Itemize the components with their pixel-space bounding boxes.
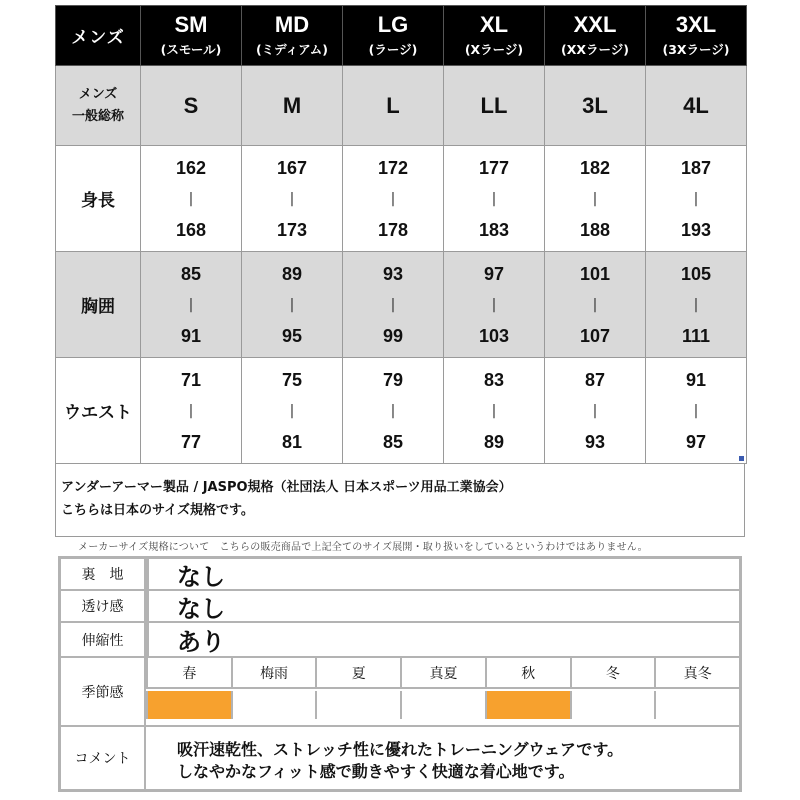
chest-label: 胸囲 <box>56 252 141 358</box>
season-name-autumn: 秋 <box>485 658 570 689</box>
season-name-winter: 冬 <box>570 658 655 689</box>
general-size-cell: S <box>141 66 242 146</box>
height-cell: 177 | 183 <box>444 146 545 252</box>
chest-cell: 97 | 103 <box>444 252 545 358</box>
waist-cell: 91 | 97 <box>646 358 747 464</box>
note-line-japan: こちらは日本のサイズ規格です。 <box>61 503 254 518</box>
height-cell: 182 | 188 <box>545 146 646 252</box>
waist-cell: 71 | 77 <box>141 358 242 464</box>
corner-label: メンズ <box>56 6 141 66</box>
height-cell: 187 | 193 <box>646 146 747 252</box>
general-size-row <box>56 66 747 146</box>
waist-cell: 75 | 81 <box>242 358 343 464</box>
general-size-cell: L <box>343 66 444 146</box>
stretch-label: 伸縮性 <box>61 623 146 656</box>
chest-cell: 101 | 107 <box>545 252 646 358</box>
season-row <box>61 658 739 727</box>
height-row <box>56 146 747 252</box>
size-header-3xl: 3XL (3Xラージ) <box>646 6 747 66</box>
lining-row <box>61 559 739 591</box>
waist-cell: 87 | 93 <box>545 358 646 464</box>
season-label: 季節感 <box>61 658 146 725</box>
height-cell: 162 | 168 <box>141 146 242 252</box>
general-size-cell: 3L <box>545 66 646 146</box>
waist-row <box>56 358 747 464</box>
size-header-lg: LG (ラージ) <box>343 6 444 66</box>
season-name-spring: 春 <box>146 658 231 689</box>
stretch-value: あり <box>146 623 739 656</box>
chest-cell: 93 | 99 <box>343 252 444 358</box>
season-name-midwinter: 真冬 <box>654 658 739 689</box>
sheer-row <box>61 591 739 623</box>
height-cell: 172 | 178 <box>343 146 444 252</box>
waist-cell: 83 | 89 <box>444 358 545 464</box>
general-size-cell: LL <box>444 66 545 146</box>
season-name-midsummer: 真夏 <box>400 658 485 689</box>
lining-value: なし <box>146 559 739 589</box>
size-header-md: MD (ミディアム) <box>242 6 343 66</box>
height-label: 身長 <box>56 146 141 252</box>
size-header-xl: XL (Xラージ) <box>444 6 545 66</box>
sheer-value: なし <box>146 591 739 621</box>
size-chart-table <box>55 5 747 464</box>
chest-cell: 85 | 91 <box>141 252 242 358</box>
size-header-row <box>56 6 747 66</box>
season-indicator-midsummer <box>400 691 485 719</box>
size-header-sm: SM (スモール) <box>141 6 242 66</box>
chest-row <box>56 252 747 358</box>
general-size-cell: M <box>242 66 343 146</box>
season-indicator-spring <box>146 691 231 719</box>
size-header-xxl: XXL (XXラージ) <box>545 6 646 66</box>
waist-label: ウエスト <box>56 358 141 464</box>
sheer-label: 透け感 <box>61 591 146 621</box>
season-indicator-winter <box>570 691 655 719</box>
season-name-rainy: 梅雨 <box>231 658 316 689</box>
comment-label: コメント <box>61 727 146 789</box>
general-size-cell: 4L <box>646 66 747 146</box>
season-indicator-rainy <box>231 691 316 719</box>
note-line-standard: アンダーアーマー製品 / JASPO規格（社団法人 日本スポーツ用品工業協会） <box>61 480 512 495</box>
comment-row <box>61 727 739 789</box>
season-grid <box>146 658 739 725</box>
lining-label: 裏 地 <box>61 559 146 589</box>
season-indicator-autumn <box>485 691 570 719</box>
height-cell: 167 | 173 <box>242 146 343 252</box>
waist-cell: 79 | 85 <box>343 358 444 464</box>
resize-corner-mark <box>739 456 744 461</box>
comment-text <box>177 739 623 783</box>
season-name-summer: 夏 <box>315 658 400 689</box>
chest-cell: 89 | 95 <box>242 252 343 358</box>
chest-cell: 105 | 111 <box>646 252 747 358</box>
comment-line-2: しなやかなフィット感で動きやすく快適な着心地です。 <box>177 762 575 781</box>
product-attributes-box <box>58 556 742 792</box>
maker-size-disclaimer: メーカーサイズ規格について こちらの販売商品で上記全てのサイズ展開・取り扱いをしているというわけではありません。 <box>78 542 648 553</box>
season-indicator-midwinter <box>654 691 739 719</box>
stretch-row <box>61 623 739 658</box>
season-indicator-summer <box>315 691 400 719</box>
size-standard-note <box>55 464 745 537</box>
general-size-label: メンズ 一般総称 <box>56 66 141 146</box>
comment-line-1: 吸汗速乾性、ストレッチ性に優れたトレーニングウェアです。 <box>177 740 624 759</box>
